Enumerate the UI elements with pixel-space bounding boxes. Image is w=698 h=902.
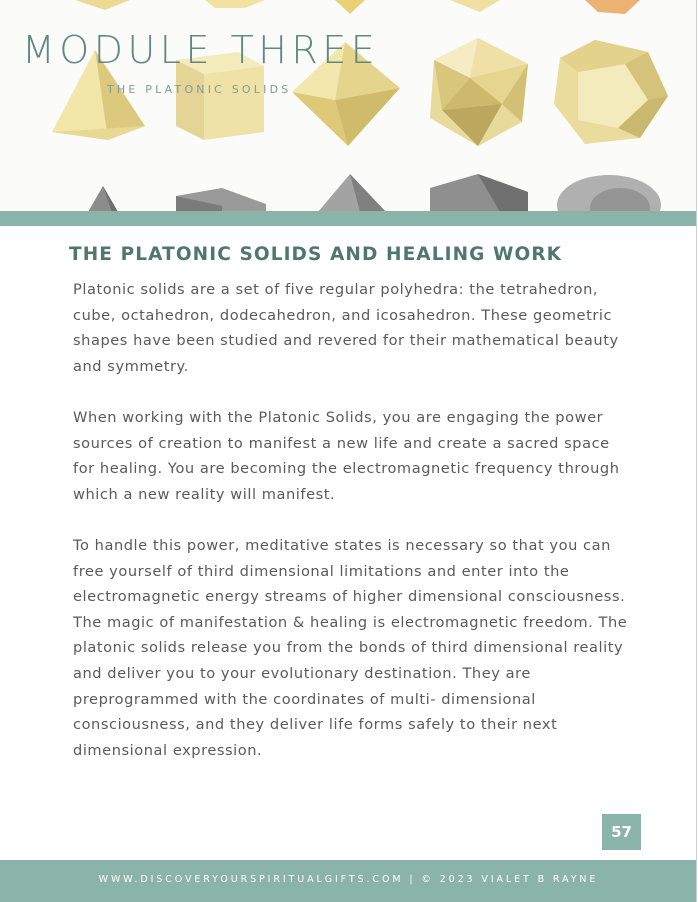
dodecahedron-solid [554,40,668,144]
top-row-solids [75,0,640,14]
paragraph-intro: Platonic solids are a set of five regular polyhedra: the tetrahedron, cube, octahedron, dodecahedron, and icosahedron. These geometric shapes have been studied and revered for their mathematical beauty and symmetry. [73,281,619,375]
header-divider-band [0,211,697,226]
page-number: 57 [602,814,641,850]
module-title: MODULE THREE [22,28,380,72]
footer [0,860,697,902]
section-heading: THE PLATONIC SOLIDS AND HEALING WORK [69,244,563,265]
footer-text: WWW.DISCOVERYOURSPIRITUALGIFTS.COM | © 2023 VIALET B RAYNE [98,874,599,885]
paragraph-power: To handle this power, meditative states is necessary so that you can free yourself of third dimensional limitations and enter into the electromagnetic energy streams of higher dimensional consciousness. The magic of manifestation & healing is electromagnetic freedom. The platonic solids release you from the bonds of third dimensional reality and deliver you to your evolutionary destination. They are preprogrammed with the coordinates of multi- dimensional consciousness, and they deliver life forms safely to their next dimensional expression. [73,536,628,759]
body-text [73,277,633,789]
paragraph-working: When working with the Platonic Solids, you are engaging the power sources of creation to manifest a new life and create a sacred space for healing. You are becoming the electromagnetic frequency through which a new reality will manifest. [73,408,620,503]
module-subtitle: THE PLATONIC SOLIDS [107,83,292,96]
header-image [0,0,697,212]
icosahedron-solid [430,38,528,146]
bottom-row-solids [88,174,661,212]
